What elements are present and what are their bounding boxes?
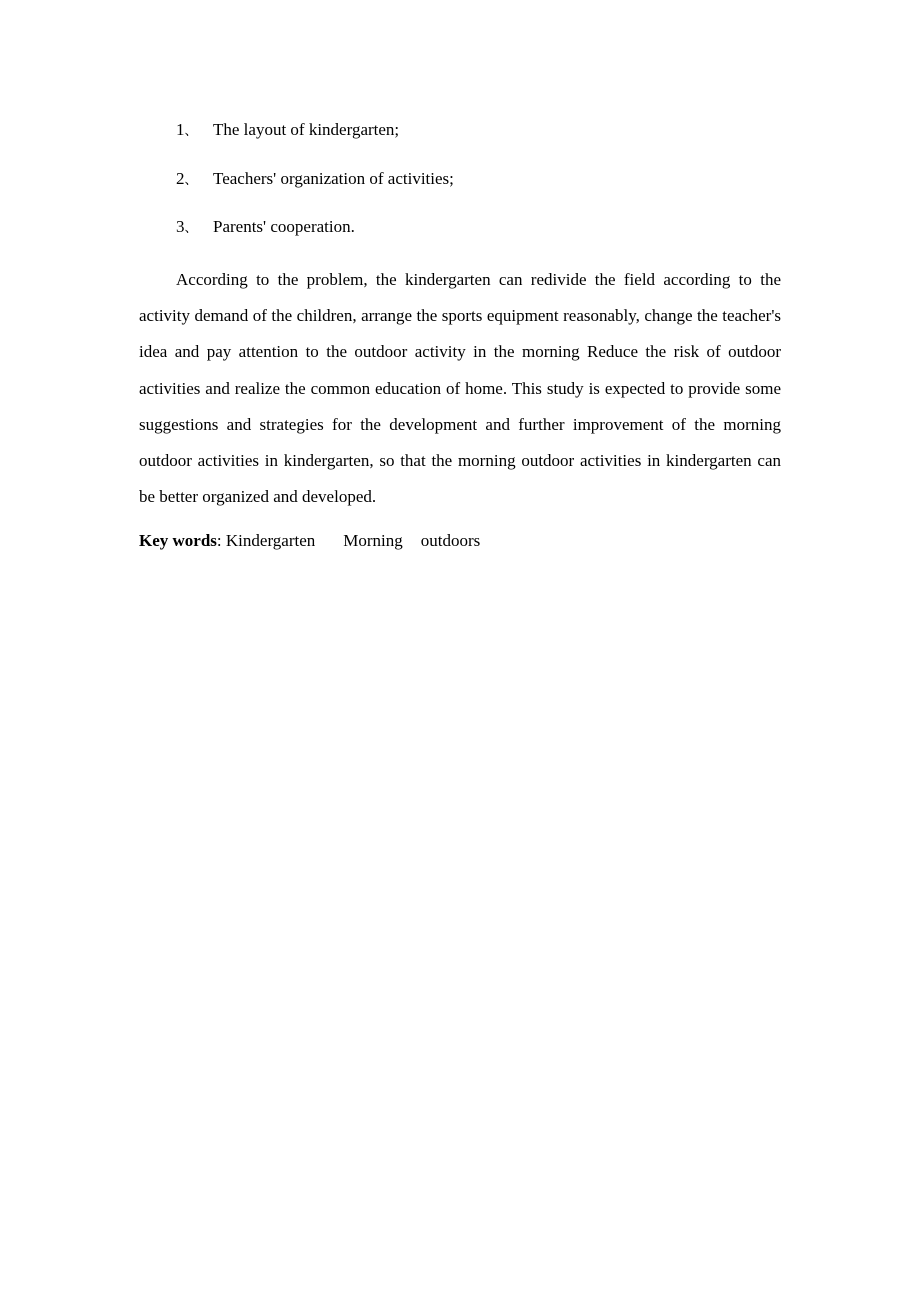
list-item-text: The layout of kindergarten;	[213, 120, 400, 139]
keywords-colon: :	[216, 531, 226, 550]
list-number: 1、	[176, 120, 198, 139]
keywords-line	[139, 529, 480, 553]
list-item	[176, 215, 355, 239]
list-item-text: Parents' cooperation.	[213, 217, 355, 236]
keyword-term: Kindergarten	[225, 531, 316, 550]
list-item-text: Teachers' organization of activities;	[213, 169, 454, 188]
keyword-term: outdoors	[420, 531, 481, 550]
abstract-paragraph: According to the problem, the kindergarten can redivide the field according to the activity demand of the children, arrange the sports equipment reasonably, change the teacher's idea and pay attention to the outdoor activity in the morning Reduce the risk of outdoor activities and realize the common education of home. This study is expected to provide some suggestions and strategies for the development and further improvement of the morning outdoor activities in kindergarten, so that the morning outdoor activities in kindergarten can be better organized and developed.	[139, 270, 781, 507]
list-item	[176, 118, 399, 142]
keyword-term: Morning	[343, 531, 403, 550]
keywords-label: Key words	[139, 531, 217, 550]
list-item	[176, 167, 454, 191]
list-number: 3、	[176, 217, 198, 236]
list-number: 2、	[176, 169, 198, 188]
